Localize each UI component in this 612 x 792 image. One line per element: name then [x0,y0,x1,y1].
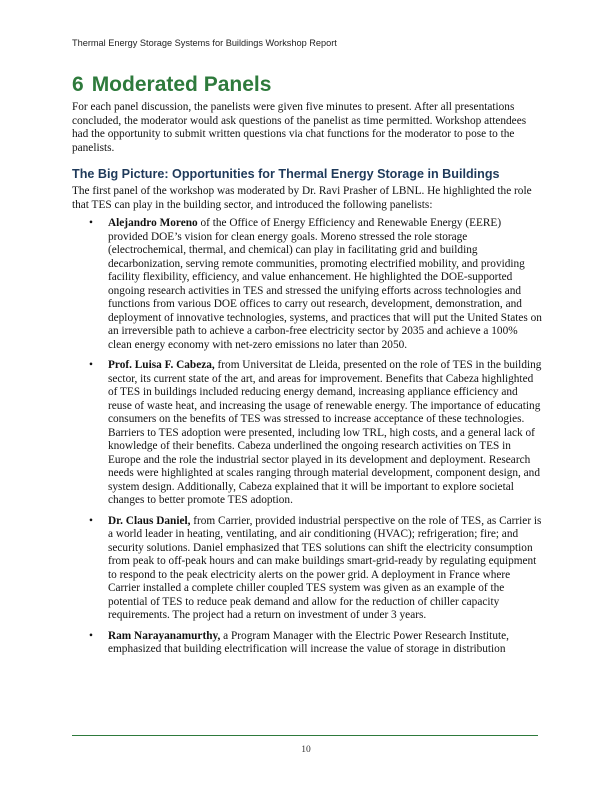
section-number: 6 [72,73,84,96]
panelist-name: Ram Narayanamurthy, [108,629,221,642]
panelist-description: of the Office of Energy Efficiency and Renewable Energy (EERE) provided DOE’s vision for clean energy goals. Moreno stressed the role storage (electrochemical, thermal, and chemical) can play in facilitating grid and building decarbonization, serving remote communities, promoting electrified mobility, and providing facility flexibility, efficiency, and value enhancement. He highlighted the DOE-supported ongoing research activities in TES and stressed the unifying efforts across technologies and functions from various DOE offices to carry out research, development, demonstration, and deployment of innovative technologies, systems, and practices that will put the United States on an irreversible path to achieve a carbon-free electricity sector by 2035 and achieve a 100% clean energy economy with net-zero emissions no later than 2050. [108,217,542,351]
panelist-item [72,217,542,352]
panelist-item [72,630,542,657]
page-content [72,72,542,664]
panelist-list [72,217,542,657]
panelist-item [72,515,542,623]
page-number: 10 [301,745,311,755]
section-intro: For each panel discussion, the panelists were given five minutes to present. After all presentations concluded, the moderator would ask questions of the panelist as time permitted. Workshop attendees had the opportunity to submit written questions via chat functions for the moderator to pose to the panelists. [72,101,527,154]
panelist-description: from Carrier, provided industrial perspective on the role of TES, as Carrier is a world leader in heating, ventilating, and air conditioning (HVAC); refrigeration; fire; and security solutions. Daniel emphasized that TES solutions can shift the electricity consumption from peak to off-peak hours and can make buildings smart-grid-ready by regulating equipment to respond to the peak electricity alerts on the power grid. A deployment in France where Carrier installed a complete chiller coupled TES system was given as an example of the potential of TES to reduce peak demand and allow for the reduction of chiller capacity requirements. The project had a return on investment of under 3 years. [108,514,542,621]
footer-divider [72,735,538,736]
panelist-description: a Program Manager with the Electric Power Research Institute, emphasized that building electrification will increase the value of storage in distribution [108,629,509,655]
panelist-name: Alejandro Moreno [108,217,198,229]
running-header: Thermal Energy Storage Systems for Buildings Workshop Report [72,38,337,48]
panelist-description: from Universitat de Lleida, presented on the role of TES in the building sector, its current state of the art, and areas for improvement. Benefits that Cabeza highlighted of TES in buildings included reducing energy demand, increasing appliance efficiency and reuse of waste heat, and increasing the usage of renewable energy. The importance of educating consumers on the benefits of TES was stressed to increase acceptance of these technologies. Barriers to TES adoption were presented, including low TRL, high costs, and a general lack of knowledge of their benefits. Cabeza underlined the ongoing research activities on TES in Europe and the role the industrial sector played in its development and deployment. Research needs were highlighted at scales ranging through material development, component design, and system design. Additionally, Cabeza explained that it will be important to explore societal changes to better promote TES adoption. [108,359,542,506]
bullet-icon: • [89,514,93,527]
bullet-icon: • [89,629,93,642]
bullet-icon: • [89,359,93,371]
panelist-name: Dr. Claus Daniel, [108,514,191,527]
panelist-name: Prof. Luisa F. Cabeza, [108,359,215,371]
section-title: Moderated Panels [91,73,272,96]
subsection-heading: The Big Picture: Opportunities for Thermal Energy Storage in Buildings [72,167,500,181]
panelist-item [72,359,542,508]
bullet-icon: • [89,217,93,229]
section-heading [72,72,542,98]
subsection-intro: The first panel of the workshop was moderated by Dr. Ravi Prasher of LBNL. He highlighted the role that TES can play in the building sector, and introduced the following panelists: [72,185,532,211]
